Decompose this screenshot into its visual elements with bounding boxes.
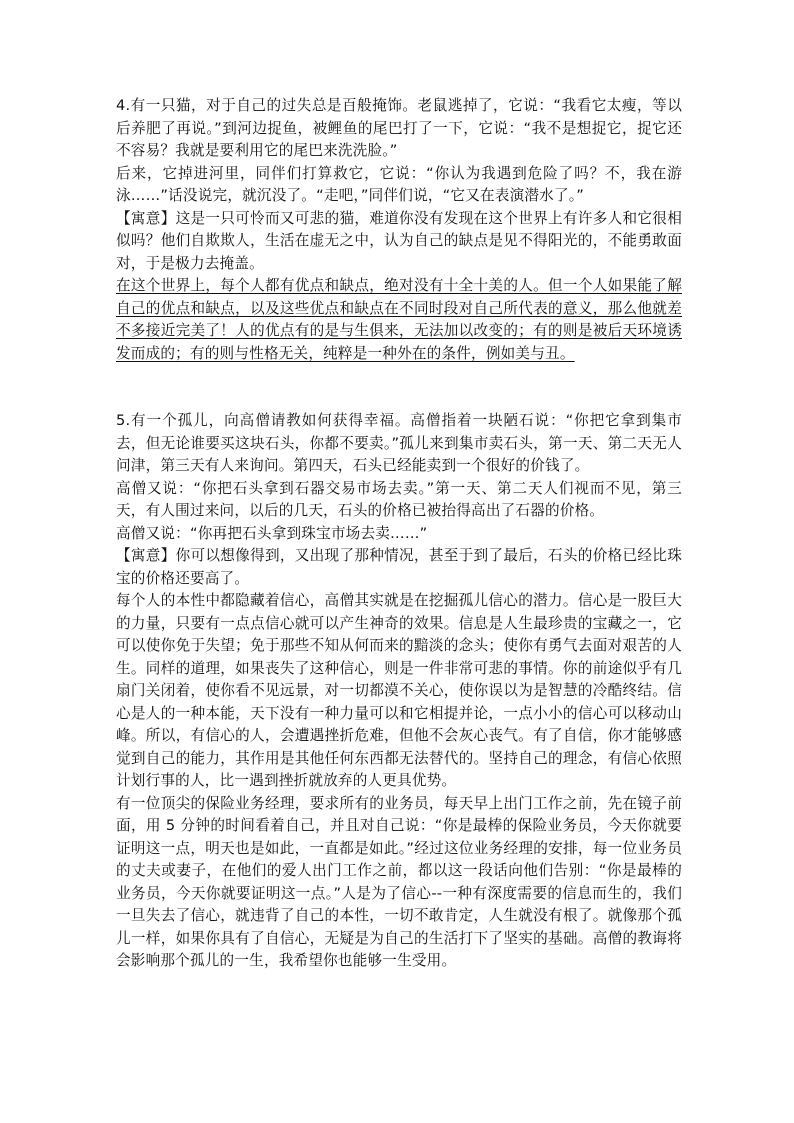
document-page [116, 95, 682, 973]
moral-tag: 【寓意】 [116, 209, 176, 227]
story5-paragraph-5: 有一位顶尖的保险业务经理，要求所有的业务员，每天早上出门工作之前，先在镜子前面，用 5 分钟的时间看着自己，并且对自己说：“你是最棒的保险业务员，今天你就要证明这一点，明天也是如此，一直都是如此。”经过这位业务经理的安排，每一位业务员的丈夫或妻子，在他们的爱人出门工作之前，都以这一段话向他们告别：“你是最棒的业务员，今天你就要证明这一点。”人是为了信心--一种有深度需要的信息而生的，我们一旦失去了信心，就违背了自己的本性，一切不敢肯定，人生就没有根了。就像那个孤儿一样，如果你具有了自信心，无疑是为自己的生活打下了坚实的基础。高僧的教诲将会影响那个孤儿的一生，我希望你也能够一生受用。 [116, 794, 682, 969]
story4-paragraph-1: 4.有一只猫，对于自己的过失总是百般掩饰。老鼠逃掉了，它说：“我看它太瘦，等以后养肥了再说。”到河边捉鱼，被鲤鱼的尾巴打了一下，它说：“我不是想捉它，捉它还不容易？我就是要利用它的尾巴来洗洗脸。” [116, 97, 682, 159]
story4-paragraph-2: 后来，它掉进河里，同伴们打算救它，它说：“你认为我遇到危险了吗？不，我在游泳……”话没说完，就沉没了。“走吧，”同伴们说，“它又在表演潜水了。” [116, 164, 682, 204]
story4-moral [116, 208, 682, 276]
story5-moral [116, 545, 682, 590]
story5-paragraph-1: 5.有一个孤儿，向高僧请教如何获得幸福。高僧指着一块陋石说：“你把它拿到集市去，但无论谁要买这块石头，你都不要卖。”孤儿来到集市卖石头，第一天、第二天无人问津，第三天有人来询问。第四天，石头已经能卖到一个很好的价钱了。 [116, 412, 682, 474]
story5-paragraph-3: 高僧又说：“你再把石头拿到珠宝市场去卖……” [116, 524, 428, 542]
story5-paragraph-2: 高僧又说：“你把石头拿到石器交易市场去卖。”第一天、第二天人们视而不见，第三天，有人围过来问，以后的几天，石头的价格已被抬得高出了石器的价格。 [116, 479, 682, 519]
moral-text: 这是一只可怜而又可悲的猫，难道你没有发现在这个世界上有许多人和它很相似吗？他们自欺欺人，生活在虚无之中，认为自己的缺点是见不得阳光的，不能勇敢面对，于是极力去掩盖。 [116, 209, 682, 272]
moral-text: 你可以想像得到，又出现了那种情况，甚至于到了最后，石头的价格已经比珠宝的价格还要高了。 [116, 547, 682, 587]
section-gap [116, 365, 682, 410]
story5-paragraph-4: 每个人的本性中都隐藏着信心，高僧其实就是在挖掘孤儿信心的潜力。信心是一股巨大的力量，只要有一点点信心就可以产生神奇的效果。信息是人生最珍贵的宝藏之一，它可以使你免于失望；免于那些不知从何而来的黯淡的念头；使你有勇气去面对艰苦的人生。同样的道理，如果丧失了这种信心，则是一件非常可悲的事情。你的前途似乎有几扇门关闭着，使你看不见远景，对一切都漠不关心，使你误以为是智慧的冷酷终结。信心是人的一种本能，天下没有一种力量可以和它相提并论，一点小小的信心可以移动山峰。所以，有信心的人，会遭遇挫折危难，但他不会灰心丧气。有了自信，你才能够感觉到自己的能力，其作用是其他任何东西都无法替代的。坚持自己的理念，有信心依照计划行事的人，比一遇到挫折就放弃的人更具优势。 [116, 592, 682, 789]
moral-tag: 【寓意】 [116, 547, 176, 564]
story4-underlined-paragraph: 在这个世界上，每个人都有优点和缺点，绝对没有十全十美的人。但一个人如果能了解自己的优点和缺点，以及这些优点和缺点在不同时段对自己所代表的意义，那么他就差不多接近完美了！人的优点有的是与生俱来，无法加以改变的；有的则是被后天环境诱发而成的；有的则与性格无关，纯粹是一种外在的条件，例如美与丑。 [116, 277, 682, 362]
